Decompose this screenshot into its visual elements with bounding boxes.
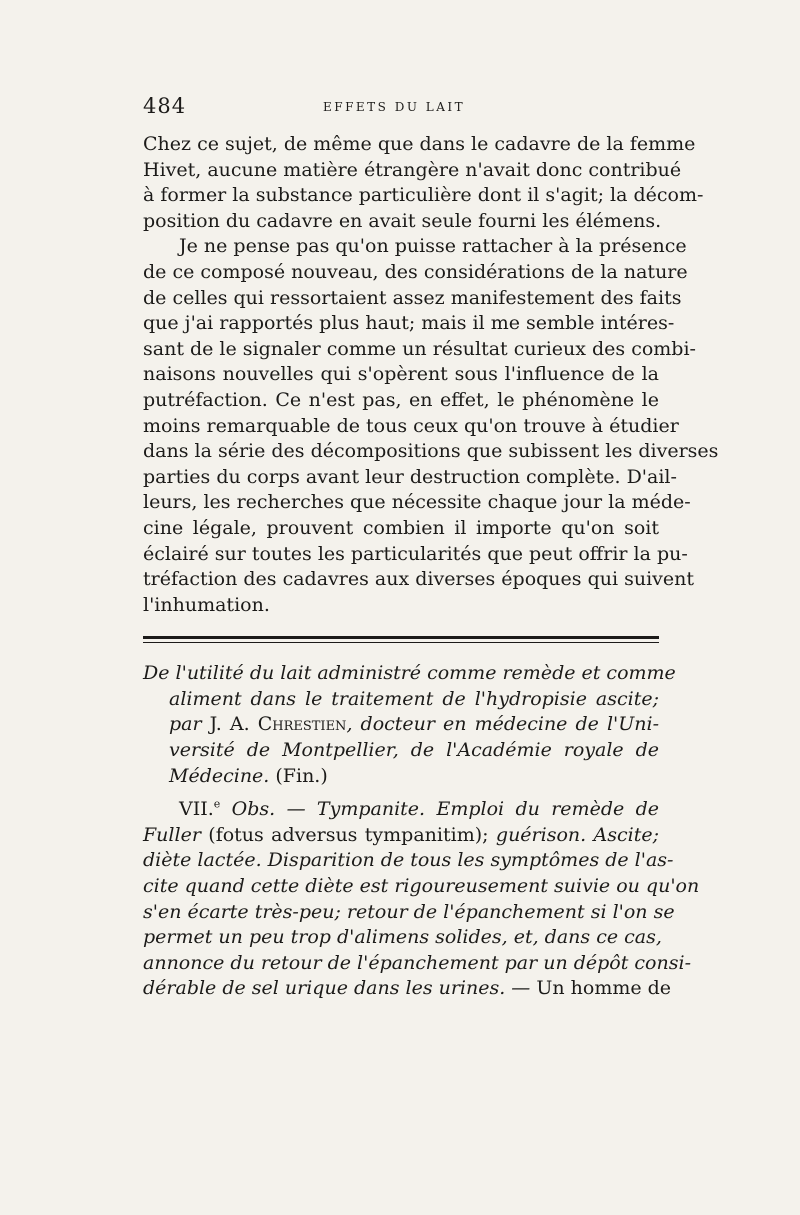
obs-fragment: Fuller — [143, 823, 201, 846]
obs-line: diète lactée. Disparition de tous les symptômes de l'as- — [143, 849, 674, 872]
observation-7 — [143, 797, 700, 1002]
page-number: 484 — [143, 94, 187, 118]
divider-thick-rule — [143, 636, 659, 639]
text-line: de celles qui ressortaient assez manifestement des faits — [143, 286, 682, 309]
text-line: Hivet, aucune matière étrangère n'avait donc contribué — [143, 158, 682, 181]
obs-line — [143, 976, 672, 1002]
obs-heading: Obs. — Tympanite. Emploi du remède de — [231, 798, 659, 821]
text-line: à former la substance particulière dont il s'agit; la décom- — [143, 184, 704, 207]
paragraph-2 — [143, 234, 719, 618]
author-initials: J. A. — [209, 713, 250, 736]
title-line: aliment dans le traitement de l'hydropisie ascite; — [169, 687, 659, 710]
text-line: Je ne pense pas qu'on puisse rattacher à la présence — [179, 235, 687, 258]
obs-fragment: Un homme de — [536, 977, 672, 1000]
title-line — [143, 764, 659, 790]
title-fragment: Médecine. — [169, 764, 270, 787]
obs-superscript: e — [213, 797, 221, 811]
text-line: que j'ai rapportés plus haut; mais il me semble intéres- — [143, 312, 675, 335]
title-fin: (Fin.) — [275, 764, 328, 787]
text-line: cine légale, prouvent combien il importe qu'on soit — [143, 516, 659, 539]
title-fragment: Montpellier — [282, 739, 393, 762]
obs-line — [143, 823, 659, 849]
author-name: Chrestien — [257, 713, 347, 736]
obs-fragment: (fotus adversus tympanitim); — [208, 823, 489, 846]
obs-fragment: guérison. Ascite; — [495, 823, 660, 846]
text-line: moins remarquable de tous ceux qu'on trouve à étudier — [143, 414, 679, 437]
paragraph-1 — [143, 132, 704, 234]
article-title — [143, 661, 676, 789]
section-divider — [143, 636, 659, 643]
text-line: putréfaction. Ce n'est pas, en effet, le phénomène le — [143, 388, 659, 411]
title-affiliation: , docteur en médecine de l'Uni- — [346, 713, 659, 736]
text-line: position du cadavre en avait seule fourni les élémens. — [143, 209, 662, 232]
text-line: dans la série des décompositions que subissent les diverses — [143, 440, 719, 463]
running-title: EFFETS DU LAIT — [323, 100, 466, 114]
text-line: leurs, les recherches que nécessite chaque jour la méde- — [143, 491, 691, 514]
title-line-author — [143, 712, 659, 738]
obs-line: annonce du retour de l'épanchement par un dépôt consi- — [143, 951, 691, 974]
title-fragment: , de — [392, 739, 435, 762]
obs-line — [143, 797, 659, 823]
text-line: de ce composé nouveau, des considérations de la nature — [143, 260, 688, 283]
text-line: sant de le signaler comme un résultat curieux des combi- — [143, 337, 696, 360]
obs-numeral: VII. — [179, 798, 214, 821]
title-line: De l'utilité du lait administré comme remède et comme — [143, 662, 676, 685]
obs-line: permet un peu trop d'alimens solides, et, dans ce cas, — [143, 926, 662, 949]
obs-number — [179, 798, 220, 820]
text-line: éclairé sur toutes les particularités que peut offrir la pu- — [143, 542, 688, 565]
obs-fragment: dérable de sel urique dans les urines. — — [143, 977, 531, 1000]
text-line: Chez ce sujet, de même que dans le cadavre de la femme — [143, 133, 696, 155]
text-line: tréfaction des cadavres aux diverses époques qui suivent — [143, 568, 695, 591]
title-fragment: versité de — [169, 739, 271, 762]
text-line: naisons nouvelles qui s'opèrent sous l'influence de la — [143, 363, 659, 386]
page-header — [143, 94, 659, 124]
obs-line: s'en écarte très-peu; retour de l'épanchement si l'on se — [143, 900, 675, 923]
title-fragment: l'Académie royale de — [446, 739, 660, 762]
book-page — [143, 94, 719, 1002]
obs-line: cite quand cette diète est rigoureusement suivie ou qu'on — [143, 875, 700, 898]
text-line: parties du corps avant leur destruction complète. D'ail- — [143, 465, 677, 488]
divider-thin-rule — [143, 642, 659, 643]
title-par: par — [169, 713, 202, 736]
title-line — [143, 738, 659, 764]
text-line: l'inhumation. — [143, 593, 270, 616]
